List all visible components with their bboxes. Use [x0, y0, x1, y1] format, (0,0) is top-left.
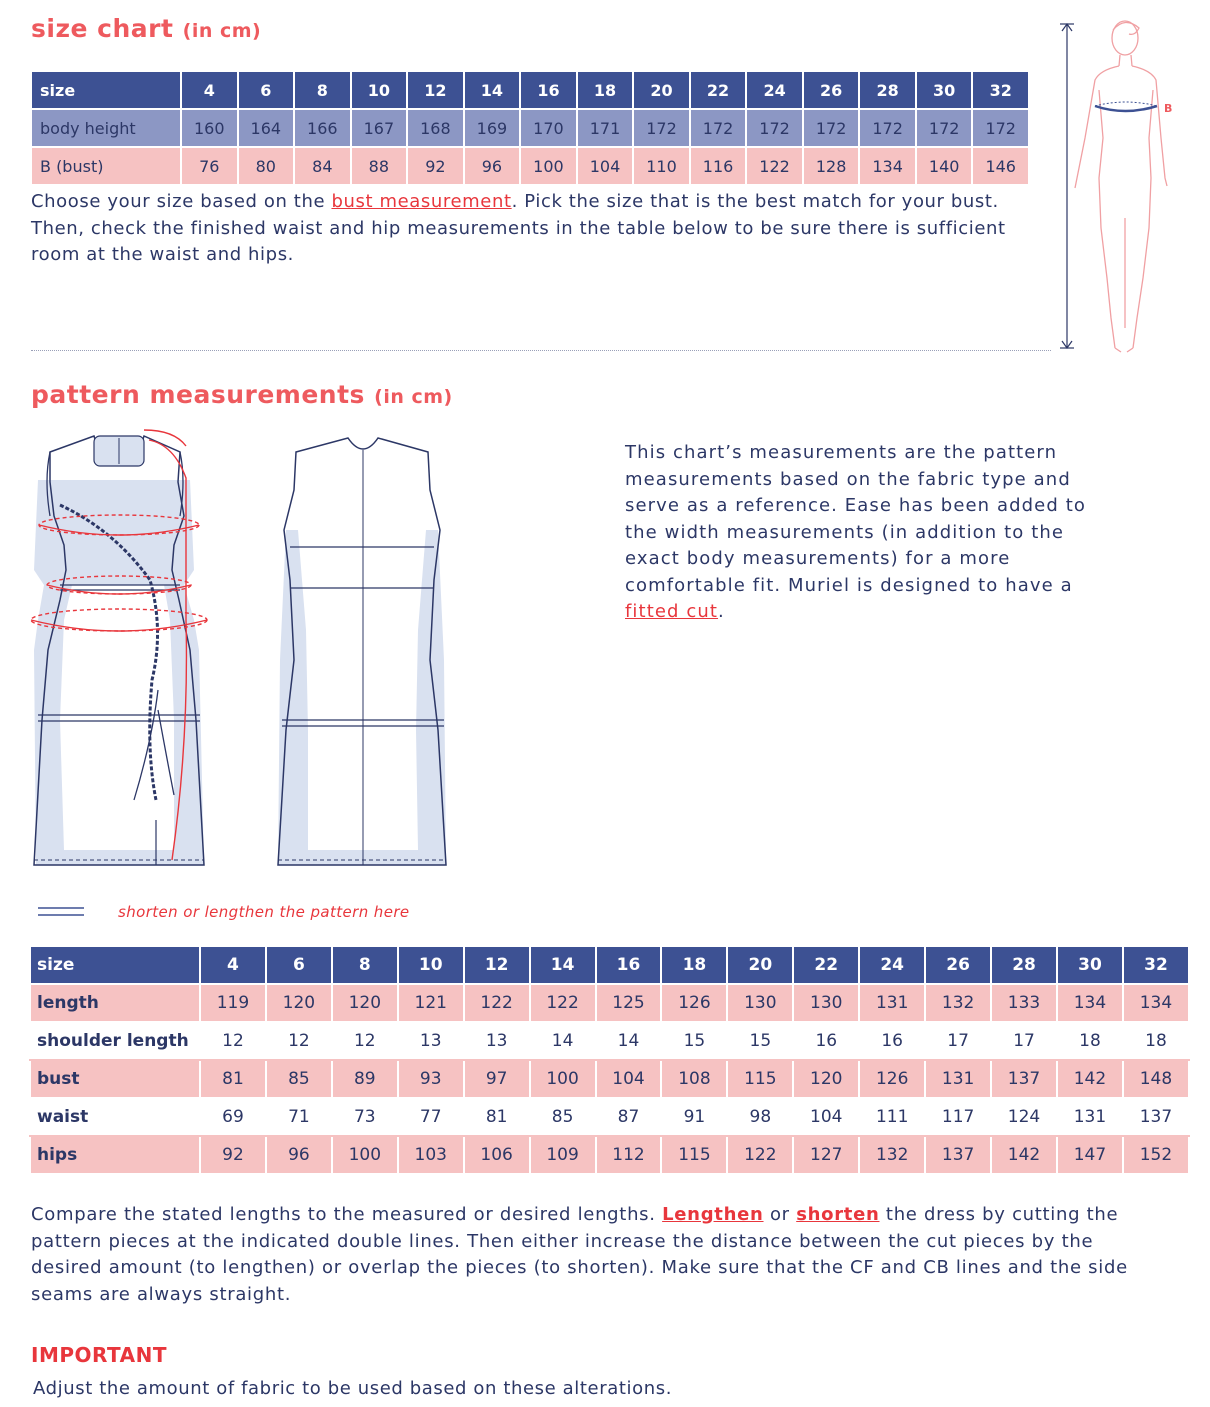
pattern-measurements-table [29, 945, 1190, 1175]
size-chart-value-cell: 169 [464, 109, 521, 147]
size-chart-value-cell: 104 [577, 147, 634, 185]
dress-front-illustration [24, 420, 214, 875]
size-chart-header-row [31, 71, 1029, 109]
instructions-text: the dress by cutting the pattern pieces at the indicated double lines. Then either increase the distance between the cut pieces by the desired amount (to lengthen) or overlap the pieces (to shorten). Make sure that the CF and CB lines and the side seams are always straight. [31, 1204, 1128, 1305]
size-chart-value-cell: 128 [803, 147, 860, 185]
pattern-size-cell: 12 [464, 946, 530, 984]
size-chart-table [30, 70, 1030, 186]
pattern-title-text: pattern measurements [31, 380, 365, 409]
size-chart-value-cell: 172 [746, 109, 803, 147]
pattern-value-cell: 14 [530, 1022, 596, 1060]
pattern-value-cell: 104 [596, 1060, 662, 1098]
pattern-value-cell: 12 [200, 1022, 266, 1060]
pattern-row [30, 1060, 1189, 1098]
pattern-value-cell: 131 [925, 1060, 991, 1098]
pattern-value-cell: 100 [332, 1136, 398, 1174]
pattern-size-cell: 32 [1123, 946, 1189, 984]
pattern-value-cell: 106 [464, 1136, 530, 1174]
size-chart-size-cell: 14 [464, 71, 521, 109]
pattern-value-cell: 15 [727, 1022, 793, 1060]
pattern-value-cell: 108 [661, 1060, 727, 1098]
pattern-row [30, 1022, 1189, 1060]
size-chart-row-label: B (bust) [31, 147, 181, 185]
size-chart-size-cell: 32 [972, 71, 1029, 109]
pattern-value-cell: 18 [1123, 1022, 1189, 1060]
size-chart-value-cell: 80 [238, 147, 295, 185]
description-text: . [718, 601, 725, 622]
size-chart-value-cell: 84 [294, 147, 351, 185]
pattern-value-cell: 131 [1057, 1098, 1123, 1136]
pattern-row [30, 1136, 1189, 1174]
size-chart-value-cell: 92 [407, 147, 464, 185]
dress-back-illustration [268, 430, 458, 875]
pattern-value-cell: 98 [727, 1098, 793, 1136]
pattern-description [625, 440, 1113, 626]
pattern-value-cell: 91 [661, 1098, 727, 1136]
pattern-value-cell: 134 [1123, 984, 1189, 1022]
pattern-value-cell: 77 [398, 1098, 464, 1136]
pattern-row-label: shoulder length [30, 1022, 200, 1060]
pattern-row-label: waist [30, 1098, 200, 1136]
pattern-value-cell: 92 [200, 1136, 266, 1174]
instructions-text: or [763, 1204, 797, 1225]
size-chart-value-cell: 172 [690, 109, 747, 147]
size-chart-size-cell: 30 [916, 71, 973, 109]
pattern-row-label: bust [30, 1060, 200, 1098]
size-chart-value-cell: 172 [916, 109, 973, 147]
bust-measurement-link[interactable]: bust measurement [331, 191, 512, 212]
body-figure-illustration [1055, 18, 1195, 358]
pattern-size-cell: 22 [793, 946, 859, 984]
pattern-value-cell: 122 [530, 984, 596, 1022]
important-text: Adjust the amount of fabric to be used based on these alterations. [33, 1378, 673, 1399]
pattern-header-label: size [30, 946, 200, 984]
size-chart-value-cell: 88 [351, 147, 408, 185]
pattern-value-cell: 17 [991, 1022, 1057, 1060]
pattern-value-cell: 16 [793, 1022, 859, 1060]
size-chart-value-cell: 172 [803, 109, 860, 147]
size-chart-value-cell: 168 [407, 109, 464, 147]
pattern-row-label: length [30, 984, 200, 1022]
pattern-value-cell: 130 [793, 984, 859, 1022]
instructions-paragraph [31, 1202, 1131, 1308]
size-chart-value-cell: 164 [238, 109, 295, 147]
pattern-size-cell: 8 [332, 946, 398, 984]
section-divider [31, 350, 1051, 351]
pattern-value-cell: 13 [398, 1022, 464, 1060]
size-chart-value-cell: 171 [577, 109, 634, 147]
legend-label: shorten or lengthen the pattern here [118, 903, 410, 921]
bust-marker-label: B [1164, 102, 1173, 115]
pattern-value-cell: 126 [661, 984, 727, 1022]
size-chart-value-cell: 134 [859, 147, 916, 185]
fitted-cut-link[interactable]: fitted cut [625, 601, 719, 622]
size-chart-size-cell: 20 [633, 71, 690, 109]
description-text: This chart’s measurements are the pattern measurements based on the fabric type and serve as a reference. Ease has been added to the width measurements (in addition to the exact body measurements) for a more comfortable fit. Muriel is designed to have a [625, 442, 1086, 596]
size-chart-value-cell: 167 [351, 109, 408, 147]
pattern-value-cell: 120 [266, 984, 332, 1022]
pattern-value-cell: 18 [1057, 1022, 1123, 1060]
pattern-value-cell: 132 [859, 1136, 925, 1174]
double-line-icon [38, 906, 86, 918]
size-chart-title-text: size chart [31, 14, 174, 43]
size-chart-row-label: body height [31, 109, 181, 147]
size-chart-size-cell: 18 [577, 71, 634, 109]
pattern-value-cell: 125 [596, 984, 662, 1022]
size-chart-size-cell: 12 [407, 71, 464, 109]
size-chart-row [31, 109, 1029, 147]
size-chart-title [31, 14, 261, 43]
pattern-size-cell: 24 [859, 946, 925, 984]
size-chart-value-cell: 146 [972, 147, 1029, 185]
note-text: Choose your size based on the [31, 191, 332, 212]
size-chart-note [31, 189, 1036, 269]
pattern-value-cell: 71 [266, 1098, 332, 1136]
pattern-size-cell: 30 [1057, 946, 1123, 984]
size-chart-value-cell: 76 [181, 147, 238, 185]
pattern-size-cell: 6 [266, 946, 332, 984]
size-chart-value-cell: 140 [916, 147, 973, 185]
pattern-value-cell: 112 [596, 1136, 662, 1174]
size-chart-size-cell: 8 [294, 71, 351, 109]
pattern-value-cell: 124 [991, 1098, 1057, 1136]
pattern-row [30, 984, 1189, 1022]
pattern-header-row [30, 946, 1189, 984]
pattern-size-cell: 14 [530, 946, 596, 984]
pattern-value-cell: 120 [332, 984, 398, 1022]
size-chart-size-cell: 10 [351, 71, 408, 109]
pattern-value-cell: 142 [1057, 1060, 1123, 1098]
size-chart-size-cell: 6 [238, 71, 295, 109]
shorten-link[interactable]: shorten [796, 1204, 880, 1225]
pattern-size-cell: 20 [727, 946, 793, 984]
pattern-size-cell: 16 [596, 946, 662, 984]
pattern-value-cell: 142 [991, 1136, 1057, 1174]
pattern-value-cell: 100 [530, 1060, 596, 1098]
pattern-value-cell: 134 [1057, 984, 1123, 1022]
pattern-value-cell: 137 [991, 1060, 1057, 1098]
pattern-value-cell: 12 [332, 1022, 398, 1060]
pattern-value-cell: 85 [530, 1098, 596, 1136]
instructions-text: Compare the stated lengths to the measured or desired lengths. [31, 1204, 663, 1225]
size-chart-value-cell: 110 [633, 147, 690, 185]
pattern-value-cell: 126 [859, 1060, 925, 1098]
pattern-value-cell: 120 [793, 1060, 859, 1098]
pattern-row-label: hips [30, 1136, 200, 1174]
pattern-size-cell: 26 [925, 946, 991, 984]
pattern-size-cell: 10 [398, 946, 464, 984]
size-chart-value-cell: 100 [520, 147, 577, 185]
pattern-value-cell: 137 [1123, 1098, 1189, 1136]
pattern-value-cell: 89 [332, 1060, 398, 1098]
pattern-value-cell: 81 [200, 1060, 266, 1098]
pattern-size-cell: 4 [200, 946, 266, 984]
pattern-value-cell: 122 [464, 984, 530, 1022]
pattern-value-cell: 117 [925, 1098, 991, 1136]
pattern-value-cell: 115 [661, 1136, 727, 1174]
pattern-value-cell: 17 [925, 1022, 991, 1060]
lengthen-link[interactable]: Lengthen [662, 1204, 764, 1225]
pattern-value-cell: 14 [596, 1022, 662, 1060]
size-chart-size-cell: 26 [803, 71, 860, 109]
pattern-value-cell: 103 [398, 1136, 464, 1174]
pattern-value-cell: 115 [727, 1060, 793, 1098]
size-chart-header-label: size [31, 71, 181, 109]
pattern-value-cell: 130 [727, 984, 793, 1022]
size-chart-row [31, 147, 1029, 185]
pattern-value-cell: 133 [991, 984, 1057, 1022]
size-chart-value-cell: 172 [859, 109, 916, 147]
pattern-value-cell: 104 [793, 1098, 859, 1136]
size-chart-size-cell: 24 [746, 71, 803, 109]
size-chart-size-cell: 22 [690, 71, 747, 109]
pattern-value-cell: 15 [661, 1022, 727, 1060]
pattern-value-cell: 111 [859, 1098, 925, 1136]
pattern-value-cell: 93 [398, 1060, 464, 1098]
pattern-value-cell: 109 [530, 1136, 596, 1174]
size-chart-value-cell: 170 [520, 109, 577, 147]
pattern-value-cell: 87 [596, 1098, 662, 1136]
pattern-value-cell: 127 [793, 1136, 859, 1174]
pattern-value-cell: 69 [200, 1098, 266, 1136]
size-chart-value-cell: 172 [972, 109, 1029, 147]
pattern-value-cell: 122 [727, 1136, 793, 1174]
size-chart-value-cell: 96 [464, 147, 521, 185]
pattern-value-cell: 121 [398, 984, 464, 1022]
size-chart-value-cell: 116 [690, 147, 747, 185]
pattern-value-cell: 73 [332, 1098, 398, 1136]
size-chart-unit: (in cm) [182, 20, 262, 42]
pattern-row [30, 1098, 1189, 1136]
pattern-value-cell: 148 [1123, 1060, 1189, 1098]
size-chart-value-cell: 172 [633, 109, 690, 147]
pattern-value-cell: 132 [925, 984, 991, 1022]
pattern-value-cell: 96 [266, 1136, 332, 1174]
pattern-unit: (in cm) [374, 386, 453, 408]
pattern-value-cell: 97 [464, 1060, 530, 1098]
pattern-value-cell: 16 [859, 1022, 925, 1060]
pattern-value-cell: 131 [859, 984, 925, 1022]
pattern-value-cell: 85 [266, 1060, 332, 1098]
pattern-value-cell: 81 [464, 1098, 530, 1136]
pattern-value-cell: 147 [1057, 1136, 1123, 1174]
size-chart-size-cell: 16 [520, 71, 577, 109]
size-chart-value-cell: 160 [181, 109, 238, 147]
important-heading: IMPORTANT [31, 1343, 167, 1367]
note-text: . Pick the size that is the best match for your bust. Then, check the finished waist and hip measurements in the table below to be sure there is sufficient room at the waist and hips. [31, 191, 1006, 265]
size-chart-size-cell: 4 [181, 71, 238, 109]
size-chart-value-cell: 166 [294, 109, 351, 147]
pattern-value-cell: 12 [266, 1022, 332, 1060]
size-chart-value-cell: 122 [746, 147, 803, 185]
pattern-value-cell: 152 [1123, 1136, 1189, 1174]
pattern-size-cell: 18 [661, 946, 727, 984]
size-chart-size-cell: 28 [859, 71, 916, 109]
pattern-value-cell: 119 [200, 984, 266, 1022]
pattern-value-cell: 13 [464, 1022, 530, 1060]
pattern-measurements-title [31, 380, 453, 409]
pattern-value-cell: 137 [925, 1136, 991, 1174]
pattern-size-cell: 28 [991, 946, 1057, 984]
